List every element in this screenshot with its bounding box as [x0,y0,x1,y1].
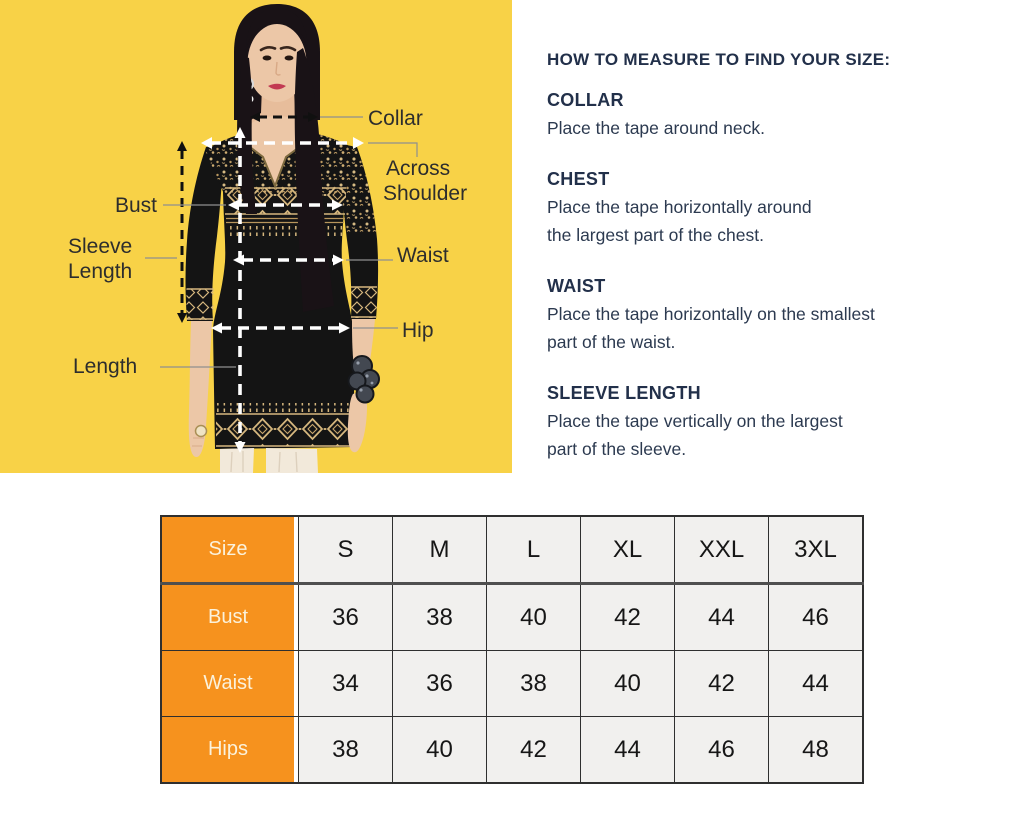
waist-chip: Waist [162,651,294,716]
measure-instructions [547,46,987,486]
label-waist: Waist [397,244,449,267]
row-label-cell [161,651,299,717]
section-line: Place the tape horizontally on the smallest [547,304,875,324]
label-length: Length [73,355,138,378]
bust-value: 38 [393,584,487,651]
hips-value: 46 [675,717,769,784]
ring-icon [196,426,207,437]
header-cell-xl: XL [581,516,675,584]
section-line: Place the tape horizontally around [547,197,812,217]
row-label-cell [161,717,299,784]
header-cell-xxl: XXL [675,516,769,584]
section-heading: SLEEVE LENGTH [547,383,701,403]
table-header-row [161,516,863,584]
label-across-shoulder-line1: Across [386,157,451,180]
table-row-bust [161,584,863,651]
hips-value: 42 [487,717,581,784]
size-chart-table [160,515,864,784]
section-heading: CHEST [547,169,610,189]
label-sleeve-length-line1: Sleeve [68,235,133,258]
section-line: part of the waist. [547,332,676,352]
instructions-title: HOW TO MEASURE TO FIND YOUR SIZE: [547,50,891,69]
section-heading: COLLAR [547,90,624,110]
bust-chip: Bust [162,585,294,650]
size-chip: Size [162,517,294,582]
row-label-cell [161,584,299,651]
label-across-shoulder-line2: Shoulder [383,182,468,205]
header-cell-s: S [299,516,393,584]
instruction-section-sleeve-length [547,379,987,463]
model-photo-panel [0,0,512,473]
waist-value: 40 [581,651,675,717]
label-hip: Hip [402,319,434,342]
waist-value: 38 [487,651,581,717]
bust-value: 36 [299,584,393,651]
hips-value: 40 [393,717,487,784]
table-row-waist [161,651,863,717]
size-guide-figure [0,0,512,473]
waist-value: 34 [299,651,393,717]
section-line: Place the tape vertically on the largest [547,411,843,431]
table-row-hips [161,717,863,784]
label-sleeve-length-line2: Length [68,260,133,283]
bust-value: 46 [769,584,864,651]
section-line: the largest part of the chest. [547,225,764,245]
instruction-section-waist [547,272,987,356]
waist-value: 44 [769,651,864,717]
label-bust: Bust [114,194,157,217]
bust-value: 42 [581,584,675,651]
hips-value: 38 [299,717,393,784]
section-line: Place the tape around neck. [547,118,765,138]
hips-chip: Hips [162,717,294,782]
header-cell-l: L [487,516,581,584]
bust-value: 44 [675,584,769,651]
instruction-section-collar [547,86,987,142]
section-line: part of the sleeve. [547,439,687,459]
hips-value: 48 [769,717,864,784]
header-cell-m: M [393,516,487,584]
instruction-section-chest [547,165,987,249]
hips-value: 44 [581,717,675,784]
section-heading: WAIST [547,276,606,296]
bust-value: 40 [487,584,581,651]
header-cell-3xl: 3XL [769,516,864,584]
waist-value: 36 [393,651,487,717]
waist-value: 42 [675,651,769,717]
header-label-cell [161,516,299,584]
label-collar: Collar [368,107,423,130]
